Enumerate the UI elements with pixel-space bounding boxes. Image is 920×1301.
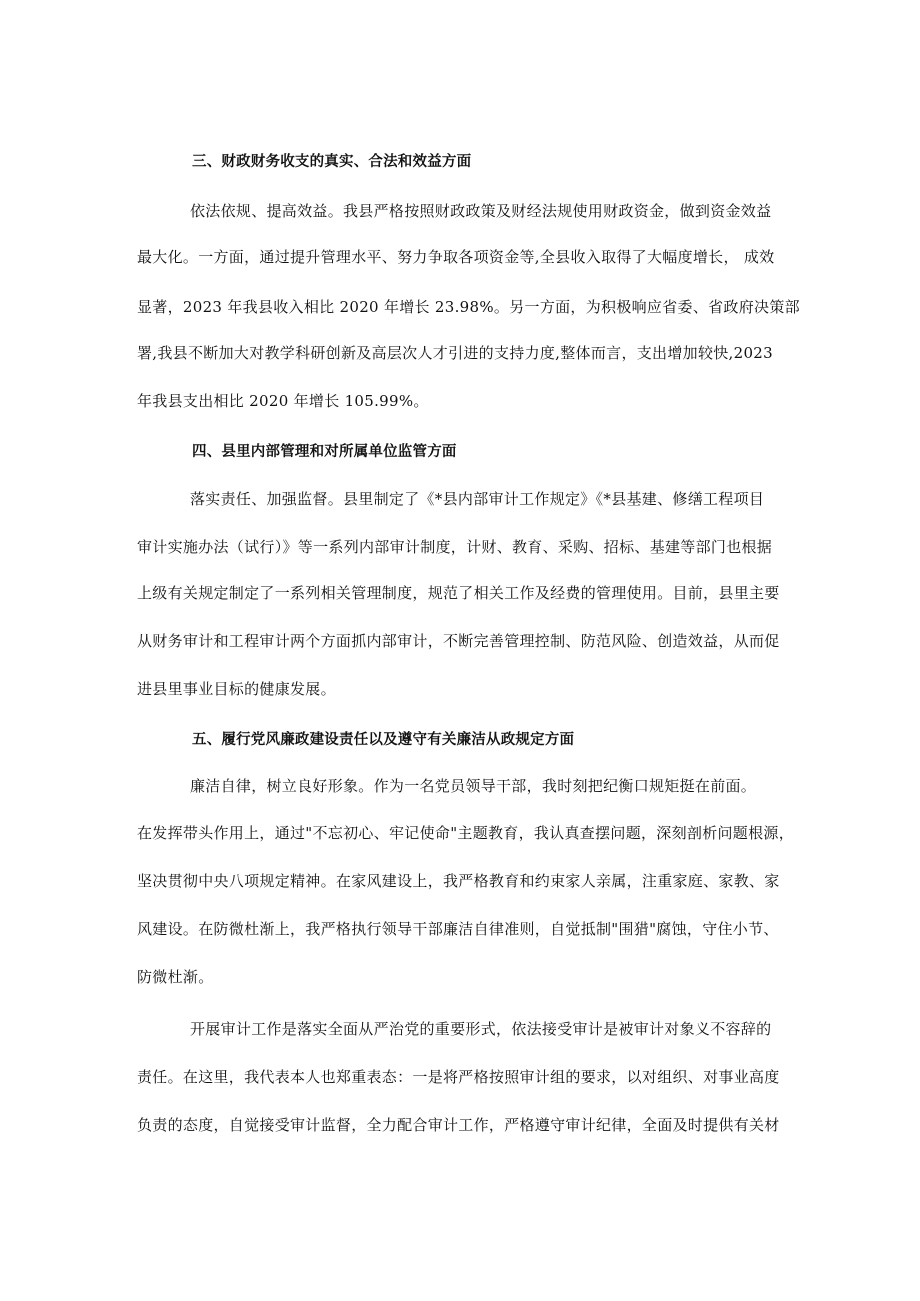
paragraph-line: 依法依规、提高效益。我县严格按照财政政策及财经法规使用财政资金，做到资金效益 bbox=[190, 202, 772, 220]
paragraph-line: 开展审计工作是落实全面从严治党的重要形式，依法接受审计是被审计对象义不容辞的 bbox=[190, 1020, 772, 1038]
paragraph-line: 坚决贯彻中央八项规定精神。在家风建设上，我严格教育和约束家人亲属，注重家庭、家教、家 bbox=[137, 872, 780, 890]
paragraph-line: 最大化。一方面，通过提升管理水平、努力争取各项资金等,全县收入取得了大幅度增长， 成效 bbox=[137, 248, 775, 266]
paragraph-line: 风建设。在防微杜渐上，我严格执行领导干部廉洁自律准则，自觉抵制"围猎"腐蚀，守住小节、 bbox=[137, 920, 779, 938]
paragraph-line: 上级有关规定制定了一系列相关管理制度，规范了相关工作及经费的管理使用。目前，县里主要 bbox=[137, 584, 780, 602]
paragraph-line: 负责的态度，自觉接受审计监督，全力配合审计工作，严格遵守审计纪律，全面及时提供有关材 bbox=[137, 1116, 780, 1134]
paragraph-line: 落实责任、加强监督。县里制定了《*县内部审计工作规定》《*县基建、修缮工程项目 bbox=[190, 490, 765, 508]
paragraph-line: 在发挥带头作用上，通过"不忘初心、牢记使命"主题教育，我认真查摆问题，深刻剖析问题根源， bbox=[137, 824, 795, 842]
paragraph-line: 廉洁自律，树立良好形象。作为一名党员领导干部，我时刻把纪衡口规矩挺在前面。 bbox=[190, 777, 757, 795]
paragraph-line: 责任。在这里，我代表本人也郑重表态：一是将严格按照审计组的要求，以对组织、对事业高度 bbox=[137, 1068, 780, 1086]
paragraph-line: 年我县支出相比 2020 年增长 105.99%。 bbox=[137, 392, 429, 410]
section-heading-5: 五、履行党风廉政建设责任以及遵守有关廉洁从政规定方面 bbox=[192, 732, 575, 748]
section-heading-4: 四、县里内部管理和对所属单位监管方面 bbox=[192, 444, 457, 460]
section-heading-3: 三、财政财务收支的真实、合法和效益方面 bbox=[192, 154, 472, 170]
paragraph-line: 审计实施办法（试行）》等一系列内部审计制度，计财、教育、采购、招标、基建等部门也根据 bbox=[137, 538, 773, 556]
paragraph-line: 显著，2023 年我县收入相比 2020 年增长 23.98%。另一方面，为积极响应省委、省政府决策部 bbox=[137, 298, 800, 316]
paragraph-line: 防微杜渐。 bbox=[137, 968, 214, 986]
paragraph-line: 从财务审计和工程审计两个方面抓内部审计，不断完善管理控制、防范风险、创造效益，从而促 bbox=[137, 632, 780, 650]
paragraph-line: 进县里事业目标的健康发展。 bbox=[137, 680, 336, 698]
paragraph-line: 署,我县不断加大对教学科研创新及高层次人才引进的支持力度,整体而言，支出增加较快,2023 bbox=[137, 344, 773, 362]
